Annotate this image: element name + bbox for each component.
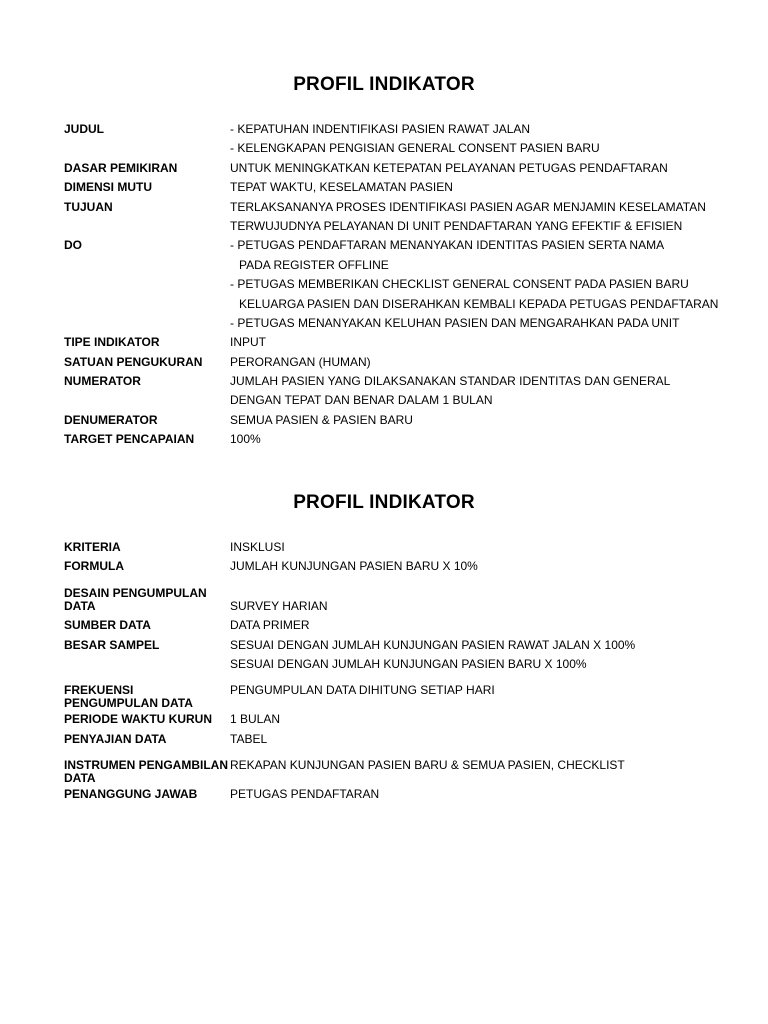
section2-table — [64, 538, 652, 805]
label-penanggung-jawab: PENANGGUNG JAWAB — [64, 787, 198, 802]
value-sumber-data: DATA PRIMER — [230, 618, 310, 633]
value-formula: JUMLAH KUNJUNGAN PASIEN BARU X 10% — [230, 559, 478, 574]
value-penyajian-data: TABEL — [230, 731, 268, 746]
section1-table — [64, 120, 719, 450]
row-dasar-pemikiran — [64, 159, 668, 178]
value-tujuan-1: TERLAKSANANYA PROSES IDENTIFIKASI PASIEN AGAR MENJAMIN KESELAMATAN — [230, 199, 706, 214]
label-kriteria: KRITERIA — [64, 540, 121, 554]
row-besar-sampel — [64, 636, 652, 675]
label-instrumen-pengambilan-data: INSTRUMEN PENGAMBILAN DATA — [64, 758, 228, 786]
value-frekuensi-pengumpulan-data: PENGUMPULAN DATA DIHITUNG SETIAP HARI — [230, 683, 495, 698]
label-target-pencapaian: TARGET PENCAPAIAN — [64, 432, 195, 447]
value-numerator-1: JUMLAH PASIEN YANG DILAKSANAKAN STANDAR IDENTITAS DAN GENERAL — [230, 374, 671, 389]
label-frekuensi-pengumpulan-data: FREKUENSI PENGUMPULAN DATA — [64, 683, 193, 711]
row-instrumen-pengambilan-data — [64, 759, 652, 785]
value-target-pencapaian: 100% — [230, 432, 261, 447]
value-numerator-2: DENGAN TEPAT DAN BENAR DALAM 1 BULAN — [230, 393, 493, 408]
label-penyajian-data: PENYAJIAN DATA — [64, 731, 167, 746]
label-numerator: NUMERATOR — [64, 374, 141, 389]
row-dimensi-mutu — [64, 178, 652, 197]
value-kriteria: INSKLUSI — [230, 540, 285, 554]
row-periode-waktu-kurun — [64, 710, 652, 729]
section2-title: PROFIL INDIKATOR — [293, 492, 475, 513]
row-penanggung-jawab — [64, 785, 652, 804]
row-numerator — [64, 372, 671, 411]
value-tujuan-2: TERWUJUDNYA PELAYANAN DI UNIT PENDAFTARAN YANG EFEKTIF & EFISIEN — [230, 218, 683, 233]
row-do — [64, 236, 719, 333]
row-target-pencapaian — [64, 430, 652, 449]
row-tipe-indikator — [64, 333, 652, 352]
label-formula: FORMULA — [64, 559, 124, 574]
value-penanggung-jawab: PETUGAS PENDAFTARAN — [230, 787, 380, 802]
row-satuan-pengukuran — [64, 353, 652, 372]
value-satuan-pengukuran: PERORANGAN (HUMAN) — [230, 354, 371, 369]
value-dimensi-mutu: TEPAT WAKTU, KESELAMATAN PASIEN — [230, 180, 453, 195]
value-instrumen-pengambilan-data: REKAPAN KUNJUNGAN PASIEN BARU & SEMUA PASIEN, CHECKLIST — [230, 758, 625, 773]
value-denumerator: SEMUA PASIEN & PASIEN BARU — [230, 412, 413, 427]
value-besar-sampel-2: SESUAI DENGAN JUMLAH KUNJUNGAN PASIEN BARU X 100% — [230, 656, 587, 671]
row-sumber-data — [64, 616, 652, 635]
value-do-4: KELUARGA PASIEN DAN DISERAHKAN KEMBALI KEPADA PETUGAS PENDAFTARAN — [239, 296, 719, 311]
row-tujuan — [64, 198, 706, 237]
row-formula — [64, 557, 652, 576]
value-judul-1: - KEPATUHAN INDENTIFIKASI PASIEN RAWAT JALAN — [230, 122, 531, 136]
value-do-3: - PETUGAS MEMBERIKAN CHECKLIST GENERAL CONSENT PADA PASIEN BARU — [230, 277, 689, 292]
value-do-5: - PETUGAS MENANYAKAN KELUHAN PASIEN DAN MENGARAHKAN PADA UNIT — [230, 315, 680, 330]
value-do-2: PADA REGISTER OFFLINE — [239, 257, 389, 272]
label-dimensi-mutu: DIMENSI MUTU — [64, 180, 152, 195]
label-judul: JUDUL — [64, 122, 105, 136]
row-desain-pengumpulan-data — [64, 587, 652, 616]
row-kriteria — [64, 538, 652, 557]
row-penyajian-data — [64, 730, 652, 749]
row-judul — [64, 120, 652, 159]
value-besar-sampel-1: SESUAI DENGAN JUMLAH KUNJUNGAN PASIEN RAWAT JALAN X 100% — [230, 637, 636, 652]
label-do: DO — [64, 238, 82, 253]
label-besar-sampel: BESAR SAMPEL — [64, 637, 160, 652]
value-periode-waktu-kurun: 1 BULAN — [230, 712, 281, 727]
value-do-1: - PETUGAS PENDAFTARAN MENANYAKAN IDENTITAS PASIEN SERTA NAMA — [230, 238, 665, 253]
label-tujuan: TUJUAN — [64, 199, 113, 214]
label-tipe-indikator: TIPE INDIKATOR — [64, 335, 160, 350]
row-frekuensi-pengumpulan-data — [64, 684, 652, 710]
value-judul-2: - KELENGKAPAN PENGISIAN GENERAL CONSENT PASIEN BARU — [230, 141, 600, 156]
label-desain-pengumpulan-data: DESAIN PENGUMPULAN DATA — [64, 585, 207, 613]
label-satuan-pengukuran: SATUAN PENGUKURAN — [64, 354, 203, 369]
label-sumber-data: SUMBER DATA — [64, 618, 151, 633]
row-denumerator — [64, 411, 652, 430]
value-dasar-pemikiran: UNTUK MENINGKATKAN KETEPATAN PELAYANAN PETUGAS PENDAFTARAN — [230, 160, 668, 175]
value-desain-pengumpulan-data: SURVEY HARIAN — [230, 598, 328, 613]
label-dasar-pemikiran: DASAR PEMIKIRAN — [64, 160, 178, 175]
label-denumerator: DENUMERATOR — [64, 412, 158, 427]
label-periode-waktu-kurun: PERIODE WAKTU KURUN — [64, 712, 213, 727]
value-tipe-indikator: INPUT — [230, 335, 266, 350]
section1-title: PROFIL INDIKATOR — [293, 74, 475, 95]
